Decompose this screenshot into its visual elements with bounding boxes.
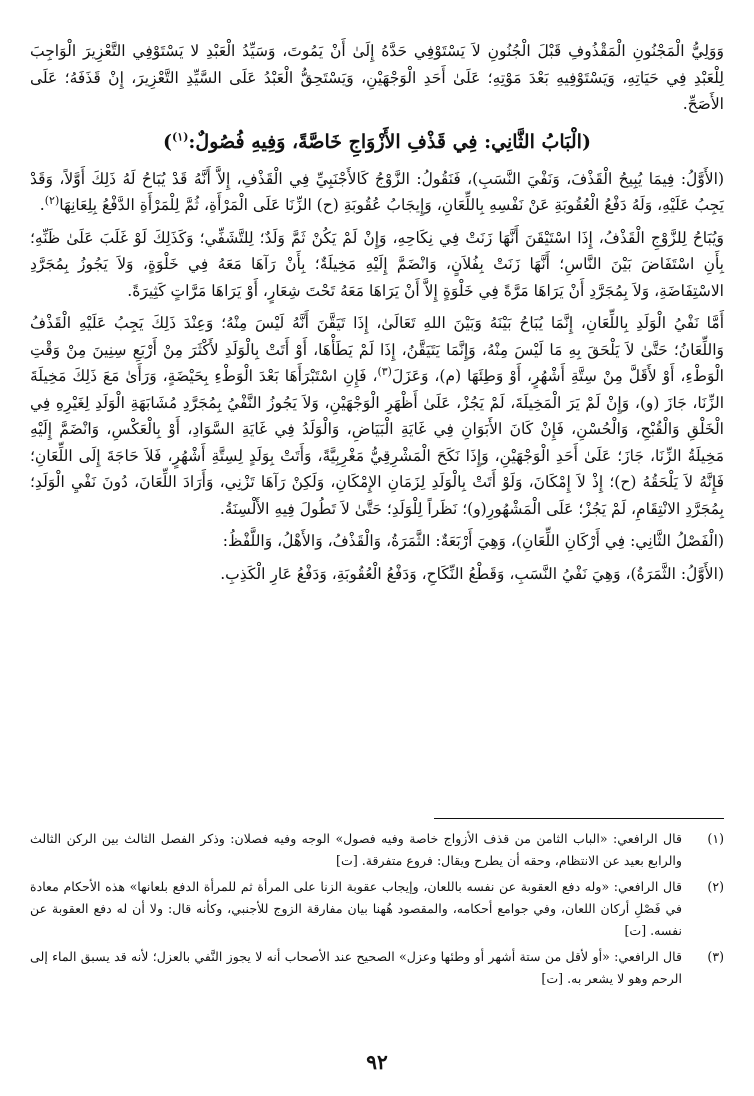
footnote-2	[30, 876, 724, 942]
paragraph-section-one-text: (الأَوَّلُ: فِيمَا يُبِيحُ الْقَذْفَ، وَنَفْيَ النَّسَبِ)، فَنَقُولُ: الزَّوْجُ كَالأَجْنَبِيِّ فِي الْقَذْفِ، إِلاَّ أَنَّهُ قَدْ يُبَاحُ لَهُ ذَلِكَ أَوَّلاً، وَقَدْ يَجِبُ عَلَيْهِ، وَلَهُ دَفْعُ الْعُقُوبَةِ عَنْ نَفْسِهِ بِاللِّعَانِ، وَإِيجَابُ عُقُوبَةِ (ح) الزِّنَا عَلَى الْمَرْأَةِ، ثُمَّ لِلْمَرْأَةِ الدَّفْعُ بِلِعَانِهَا	[30, 169, 724, 214]
footnote-number: (٢)	[707, 879, 724, 894]
footnote-number: (٣)	[707, 949, 724, 964]
paragraph-denial	[30, 310, 724, 522]
paragraph-denial-text-b: ، فَإِنِ اسْتَبْرَأَهَا بَعْدَ الْوَطْءِ بِحَيْضَةٍ، وَرَأَىٰ مَعَ ذَلِكَ مَخِيلَةَ الزِّنَا، جَازَ (و)، وَإِنْ لَمْ يَرَ الْمَخِيلَةَ، لَمْ يَجُزْ، عَلَىٰ أَظْهَرِ الْوَجْهَيْنِ، وَلاَ يَجُوزُ النَّفْيُ بِمُجَرَّدِ مُشَابَهَةِ الْوَلَدِ لِغَيْرِهِ فِي الْخَلْقِ وَالْقُبْحِ، وَالْحُسْنِ، فَإِنْ كَانَ الأَبَوَانِ فِي غَايَةِ الْبَيَاضِ، وَالْوَلَدُ فِي غَايَةِ السَّوَادِ، أَوْ بِالْعَكْسِ، وَانْضَمَّ إِلَيْهِ مَخِيلَةُ الزِّنَا، جَازَ؛ عَلَىٰ أَحَدِ الْوَجْهَيْنِ، وَإِذَا نَكَحَ الْمَشْرِقِيُّ مَغْرِبِيَّةً، وَأَتَتْ بِوَلَدٍ لِسِتَّةِ أَشْهُرٍ، فَلاَ حَاجَةَ إِلَى اللِّعَانِ؛ فَإِنَّهُ لاَ يَلْحَقُهُ (ح)؛ إِذْ لاَ إِمْكَانَ، وَلَوْ أَتَتْ بِالْوَلَدِ لِزَمَانِ الإِمْكَانِ، وَلَكِنْ رَآهَا تَزْنِي، وَأَرَادَ اللِّعَانَ، دُونَ نَفْيِ الْوَلَدِ؛ بِمُجَرَّدِ الانْتِقَامِ، لَمْ يَجُزْ؛ عَلَى الْمَشْهُورِ(و)؛ نَظَراً لِلْوَلَدِ؛ حَتَّىٰ لاَ تَطُولَ فِيهِ الأَلْسِنَةُ.	[30, 367, 724, 518]
paragraph-opening: وَوَلِيُّ الْمَجْنُونِ الْمَقْذُوفِ قَبْلَ الْجُنُونِ لاَ يَسْتَوْفِي حَدَّهُ إِلَىٰ أَنْ يَمُوتَ، وَسَيِّدُ الْعَبْدِ لا يَسْتَوْفِي التَّعْزِيرَ الْوَاجِبَ لِلْعَبْدِ فِي حَيَاتِهِ، وَيَسْتَوْفِيهِ بَعْدَ مَوْتِهِ؛ عَلَىٰ أَحَدِ الْوَجْهَيْنِ، وَيَسْتَحِقُّ الْعَبْدُ عَلَى السَّيِّدِ التَّعْزِيرَ، إِنْ قَذَفَهُ؛ عَلَى الأَصَحِّ.	[30, 42, 724, 113]
footnote-3	[30, 946, 724, 990]
paragraph-permission: وَيُبَاحُ لِلزَّوْجِ الْقَذْفُ، إِذَا اسْتَيْقَنَ أَنَّهَا زَنَتْ فِي نِكَاحِهِ، وَإِنْ لَمْ يَكُنْ ثَمَّ وَلَدٌ؛ لِلتَّشَفِّي؛ وَكَذَلِكَ لَوْ غَلَبَ عَلَىٰ ظَنِّهِ؛ بِأَنِ اسْتَفَاضَ بَيْنَ النَّاسِ؛ أَنَّهَا زَنَتْ بِفُلاَنٍ، وَانْضَمَّ إِلَيْهِ مَخِيلَةٌ؛ بِأَنْ رَآهَا مَعَهُ فِي خَلْوَةٍ، وَلاَ يَجُوزُ بِمُجَرَّدِ الاسْتِفَاضَةِ، وَلاَ بِمُجَرَّدِ أَنْ يَرَاهَا مَرَّةً فِي خَلْوَةٍ إِلاَّ أَنْ يَرَاهَا مَعَهُ تَحْتَ شِعَارٍ، أَوْ يَرَاهَا مَرَّاتٍ كَثِيرَةً.	[30, 228, 724, 300]
chapter-heading-text: (الْبَابُ الثَّانِي: فِي قَذْفِ الأَزْوَاجِ خَاصَّةً، وَفِيهِ فُصُولٌ:	[188, 130, 591, 153]
main-text	[30, 38, 724, 593]
footnote-text: قال الرافعي: «الباب الثامن من قذف الأزواج خاصة وفيه فصول» الوجه وفيه فصلان: وذكر الفصل الثالث بين الركن الثالث والرابع بعيد عن الانتظام، وحقه أن يطرح ويقال: فروع متفرقة. [ت]	[30, 831, 682, 868]
paragraph-denial-text-a: أَمَّا نَفْيُ الْوَلَدِ بِاللِّعَانِ، إِنَّمَا يُبَاحُ بَيْنَهُ وَبَيْنَ اللهِ تَعَالَىٰ، إِذَا تَيَقَّنَ أَنَّهُ لَيْسَ مِنْهُ؛ وَعِنْدَ ذَلِكَ يَجِبُ عَلَيْهِ الْقَذْفُ وَاللِّعَانُ؛ حَتَّىٰ لاَ يَلْحَقَ بِهِ مَا لَيْسَ مِنْهُ، وَإِنَّمَا يَتَيَقَّنُ، إِذَا لَمْ يَطَأْهَا، أَوْ أَتَتْ بِالْوَلَدِ لأَكْثَرَ مِنْ أَرْبَعِ سِنِينَ مِنْ وَقْتِ الْوَطْءِ، أَوْ لأَقَلَّ مِنْ سِتَّةِ أَشْهُرٍ، أَوْ وَطِئَهَا (م)، وَعَزَلَ	[30, 314, 724, 385]
footnote-text: قال الرافعي: «وله دفع العقوبة عن نفسه باللعان، وإيجاب عقوبة الزنا على المرأة ثم للمرأة الدفع بلعانها» هذه الأحكام معادة في فَصْلِ أركان اللعان، وفي جوامع أحكامه، والمقصود هُهنا بيان مفارقة الزوج للأجنبي، وكأنه قال: ولا أن له دفع العقوبة عن نفسه. [ت]	[30, 879, 682, 938]
footnote-divider	[434, 818, 724, 819]
paragraph-fruit: (الأَوَّلُ: الثَّمَرَةُ)، وَهِيَ نَفْيُ النَّسَبِ، وَقَطْعُ النِّكَاحِ، وَدَفْعُ الْعُقُوبَةِ، وَدَفْعُ عَارِ الْكَذِبِ.	[220, 564, 724, 583]
paragraph-section-one	[30, 166, 724, 219]
footnote-ref-2[interactable]: (٢)	[44, 193, 60, 207]
footnote-ref-1[interactable]: (١)	[172, 130, 189, 144]
footnote-ref-3[interactable]: (٣)	[377, 364, 392, 378]
chapter-heading-close: )	[163, 130, 173, 153]
footnote-number: (١)	[707, 831, 724, 846]
footnote-text: قال الرافعي: «أو لأقل من ستة أشهر أو وطئها وعزل» الصحيح عند الأصحاب أنه لا يجوز النَّفي بالعزل؛ لأنه قد يسبق الماء إلى الرحم وهو لا يشعر به. [ت]	[30, 949, 682, 986]
footnote-1	[30, 828, 724, 872]
page-number: ٩٢	[366, 1050, 388, 1074]
chapter-heading	[30, 126, 724, 158]
paragraph-section-one-end: .	[39, 196, 45, 214]
footnotes	[30, 828, 724, 994]
paragraph-section-two: (الْفَصْلُ الثَّانِي: فِي أَرْكَانِ اللِّعَانِ)، وَهِيَ أَرْبَعَةٌ: الثَّمَرَةُ، وَالْقَذْفُ، وَالأَهْلُ، وَاللَّفْظُ:	[222, 532, 724, 550]
